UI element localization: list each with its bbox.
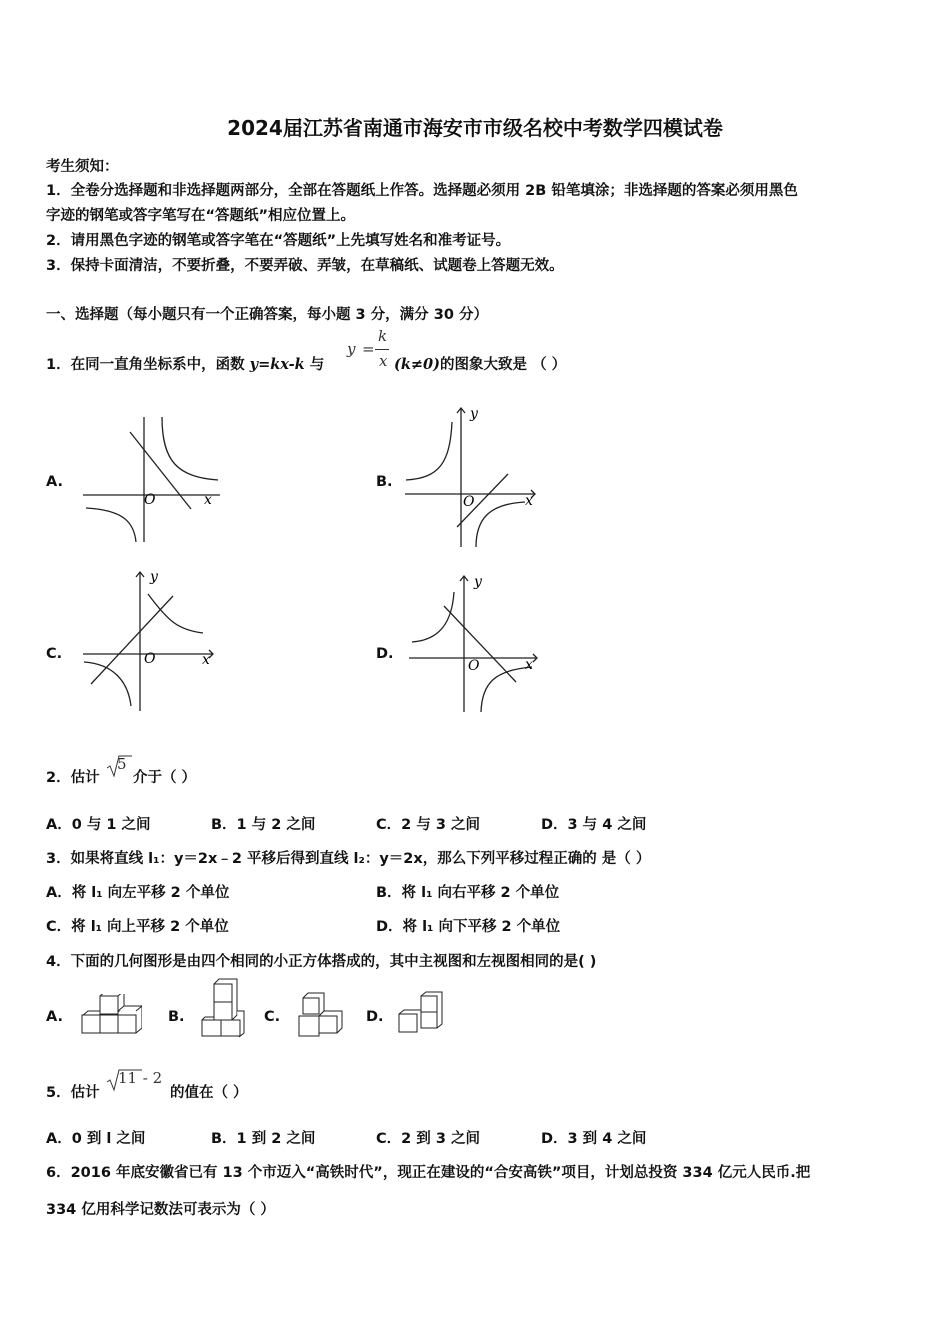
q1-linear-function: y=kx-k xyxy=(249,356,305,373)
q5-option-d: D．3 到 4 之间 xyxy=(541,1131,647,1147)
q5-option-c: C．2 到 3 之间 xyxy=(376,1131,480,1147)
notice-heading: 考生须知： xyxy=(46,159,119,175)
origin-label: O xyxy=(144,651,156,667)
q5-suffix: 的值在（ ） xyxy=(170,1085,248,1101)
q5-option-b: B．1 到 2 之间 xyxy=(211,1131,316,1147)
x-axis-label: x xyxy=(525,493,533,509)
q1-graph-c xyxy=(78,566,223,714)
hyperbola-branch-2 xyxy=(481,667,532,712)
q4-option-b-label: B. xyxy=(168,1009,185,1025)
q5-radicand: 11 xyxy=(118,1069,138,1087)
q1-option-a-label: A. xyxy=(46,474,63,490)
q4-option-d-label: D. xyxy=(366,1009,384,1025)
q6-stem-line-2: 334 亿用科学记数法可表示为（ ） xyxy=(46,1202,275,1218)
origin-label: O xyxy=(468,658,480,674)
x-axis-label: x xyxy=(202,652,210,668)
q1-option-d-label: D. xyxy=(376,646,394,662)
q3-option-c: C．将 l₁ 向上平移 2 个单位 xyxy=(46,919,229,935)
line-graph xyxy=(444,606,516,682)
q2-prefix: 2．估计 xyxy=(46,770,100,786)
q3-option-a: A．将 l₁ 向左平移 2 个单位 xyxy=(46,885,230,901)
q1-fraction-eq: = xyxy=(362,340,375,358)
notice-item-1-line-1: 1．全卷分选择题和非选择题两部分，全部在答题纸上作答。选择题必须用 2B 铅笔填涂；非选择题的答案必须用黑色 xyxy=(46,183,798,199)
notice-item-2: 2．请用黑色字迹的钢笔或答字笔在“答题纸”上先填写姓名和准考证号。 xyxy=(46,233,511,249)
y-axis-label: y xyxy=(150,569,158,585)
hyperbola-branch-2 xyxy=(86,508,136,542)
q2-option-d: D．3 与 4 之间 xyxy=(541,817,647,833)
q5-prefix: 5．估计 xyxy=(46,1085,100,1101)
y-axis-label: y xyxy=(470,406,478,422)
q1-stem xyxy=(46,353,324,374)
q1-option-b-label: B. xyxy=(376,474,393,490)
page-title: 2024届江苏省南通市海安市市级名校中考数学四模试卷 xyxy=(227,116,723,140)
hyperbola-branch-2 xyxy=(476,502,525,547)
q1-fraction-bar xyxy=(375,349,389,350)
q1-fraction-numerator: k xyxy=(378,327,388,345)
q3-option-d: D．将 l₁ 向下平移 2 个单位 xyxy=(376,919,561,935)
q5-option-a: A．0 到 l 之间 xyxy=(46,1131,146,1147)
y-axis-label: y xyxy=(474,574,482,590)
q3-stem: 3．如果将直线 l₁：y＝2x﹣2 平移后得到直线 l₂：y＝2x，那么下列平移过程正确的 是（ ） xyxy=(46,851,651,867)
q2-option-c: C．2 与 3 之间 xyxy=(376,817,480,833)
section-heading: 一、选择题（每小题只有一个正确答案，每小题 3 分，满分 30 分） xyxy=(46,307,488,323)
q4-cube-figure-a xyxy=(80,994,142,1036)
q4-cube-figure-c xyxy=(296,990,346,1038)
q3-option-b: B．将 l₁ 向右平移 2 个单位 xyxy=(376,885,560,901)
notice-item-1-line-2: 字迹的钢笔或答字笔写在“答题纸”相应位置上。 xyxy=(46,208,356,224)
q1-suffix: 的图象大致是 （ ） xyxy=(440,357,567,373)
q2-option-b: B．1 与 2 之间 xyxy=(211,817,316,833)
q5-minus-two: - 2 xyxy=(138,1069,163,1087)
origin-label: O xyxy=(144,492,156,508)
q4-option-c-label: C. xyxy=(264,1009,281,1025)
hyperbola-branch-1 xyxy=(162,417,218,480)
q1-mid: 与 xyxy=(304,357,325,373)
q6-stem-line-1: 6．2016 年底安徽省已有 13 个市迈入“高铁时代”，现正在建设的“合安高铁”项目，计划总投资 334 亿元人民币.把 xyxy=(46,1165,811,1181)
q4-option-a-label: A. xyxy=(46,1009,63,1025)
q4-cube-figure-b xyxy=(200,978,246,1038)
q4-cube-figure-d xyxy=(396,990,444,1036)
q2-suffix: 介于（ ） xyxy=(133,770,197,786)
q1-graph-b xyxy=(400,402,545,550)
q1-stem-end xyxy=(394,353,566,374)
x-axis-label: x xyxy=(204,492,212,508)
q1-graph-d xyxy=(404,570,549,715)
x-axis-label: x xyxy=(525,657,533,673)
q2-radicand: 5 xyxy=(117,755,127,773)
q1-option-c-label: C. xyxy=(46,646,63,662)
hyperbola-branch-1 xyxy=(412,592,454,642)
hyperbola-branch-1 xyxy=(406,422,452,480)
q2-option-a: A．0 与 1 之间 xyxy=(46,817,151,833)
q1-graph-a xyxy=(78,412,228,547)
q4-stem: 4．下面的几何图形是由四个相同的小正方体搭成的，其中主视图和左视图相同的是( ) xyxy=(46,954,597,970)
notice-item-3: 3．保持卡面清洁，不要折叠，不要弄破、弄皱，在草稿纸、试题卷上答题无效。 xyxy=(46,258,564,274)
q1-fraction-y: y xyxy=(347,340,356,358)
q1-condition: (k≠0) xyxy=(394,356,441,373)
q1-prefix: 1．在同一直角坐标系中，函数 xyxy=(46,357,250,373)
origin-label: O xyxy=(463,494,475,510)
q1-fraction-denominator: x xyxy=(379,352,388,370)
